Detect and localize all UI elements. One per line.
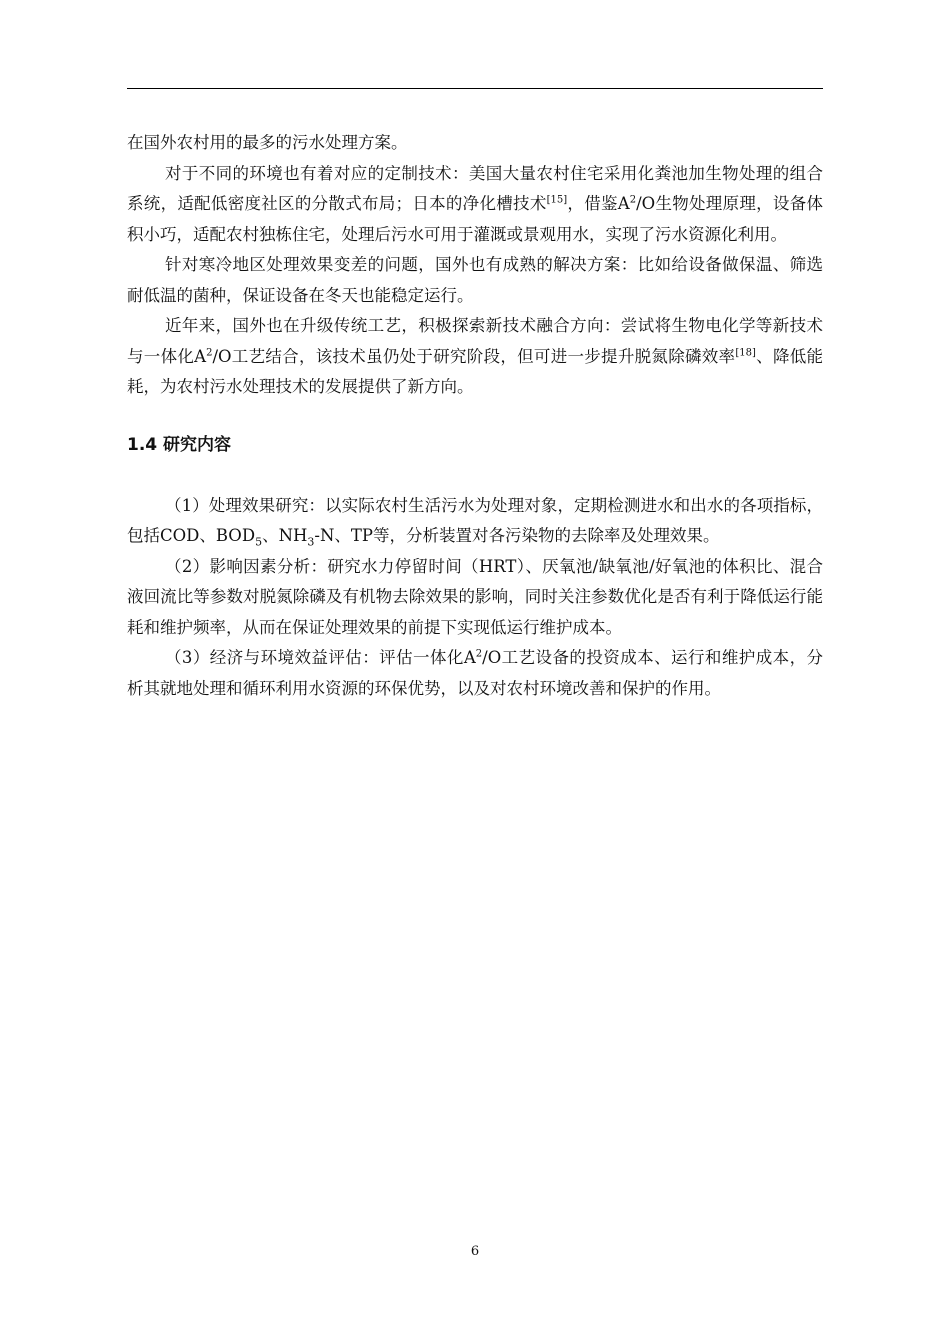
superscript: 2 <box>206 347 213 358</box>
paragraph-text: 近年来，国外也在升级传统工艺，积极探索新技术融合方向：尝试将生物电化学等新技术与一体化A <box>127 316 823 366</box>
research-item-3 <box>127 643 823 704</box>
paragraph-text: 针对寒冷地区处理效果变差的问题，国外也有成熟的解决方案：比如给设备做保温、筛选耐低温的菌种，保证设备在冬天也能稳定运行。 <box>127 255 823 305</box>
paragraph-text: （3）经济与环境效益评估：评估一体化A <box>165 648 476 667</box>
subscript: 5 <box>255 535 263 549</box>
header-rule <box>127 88 823 89</box>
paragraph-text: /O工艺设备的投资成本、运行和维护成本，分析其就地处理和循环利用水资源的环保优势，以及对农村环境改善和保护的作用。 <box>127 648 823 698</box>
paragraph-text: 对于不同的环境也有着对应的定制技术：美国大量农村住宅采用化粪池加生物处理的组合系统，适配低密度社区的分散式布局；日本的净化槽技术 <box>127 163 823 213</box>
paragraph-continuation <box>127 128 823 159</box>
section-heading: 1.4 研究内容 <box>127 434 232 455</box>
paragraph-custom-tech <box>127 159 823 251</box>
paragraph-text: ，借鉴A <box>567 194 630 213</box>
superscript: 2 <box>475 648 483 660</box>
citation-15: [15] <box>546 194 568 206</box>
research-item-1 <box>127 491 823 552</box>
superscript: 2 <box>629 194 637 206</box>
paragraph-text: /O工艺结合，该技术虽仍处于研究阶段，但可进一步提升脱氮除磷效率 <box>212 346 736 366</box>
paragraph-new-tech <box>127 311 823 403</box>
paragraph-text: 、NH <box>262 526 308 545</box>
page-number: 6 <box>470 1244 480 1259</box>
paragraph-text: -N、TP等，分析装置对各污染物的去除率及处理效果。 <box>314 526 720 545</box>
paragraph-text: /O生物处理原理，设备体积小巧，适配农村独栋住宅，处理后污水可用于灌溉或景观用水，实现了污水资源化利用。 <box>127 194 824 244</box>
paragraph-text: （2）影响因素分析：研究水力停留时间（HRT）、厌氧池/缺氧池/好氧池的体积比、混合液回流比等参数对脱氮除磷及有机物去除效果的影响，同时关注参数优化是否有利于降低运行能耗和维护频率，从而在保证处理效果的前提下实现低运行维护成本。 <box>127 556 823 637</box>
paragraph-text: 、降低能耗，为农村污水处理技术的发展提供了新方向。 <box>127 346 824 396</box>
subscript: 3 <box>307 535 315 549</box>
paragraph-text: 在国外农村用的最多的污水处理方案。 <box>127 133 408 152</box>
page-content <box>127 128 823 704</box>
research-item-2 <box>127 552 823 644</box>
paragraph-cold-regions <box>127 250 823 311</box>
citation-18: [18] <box>735 347 756 358</box>
paragraph-text: （1）处理效果研究：以实际农村生活污水为处理对象，定期检测进水和出水的各项指标，包括COD、BOD <box>127 495 823 545</box>
